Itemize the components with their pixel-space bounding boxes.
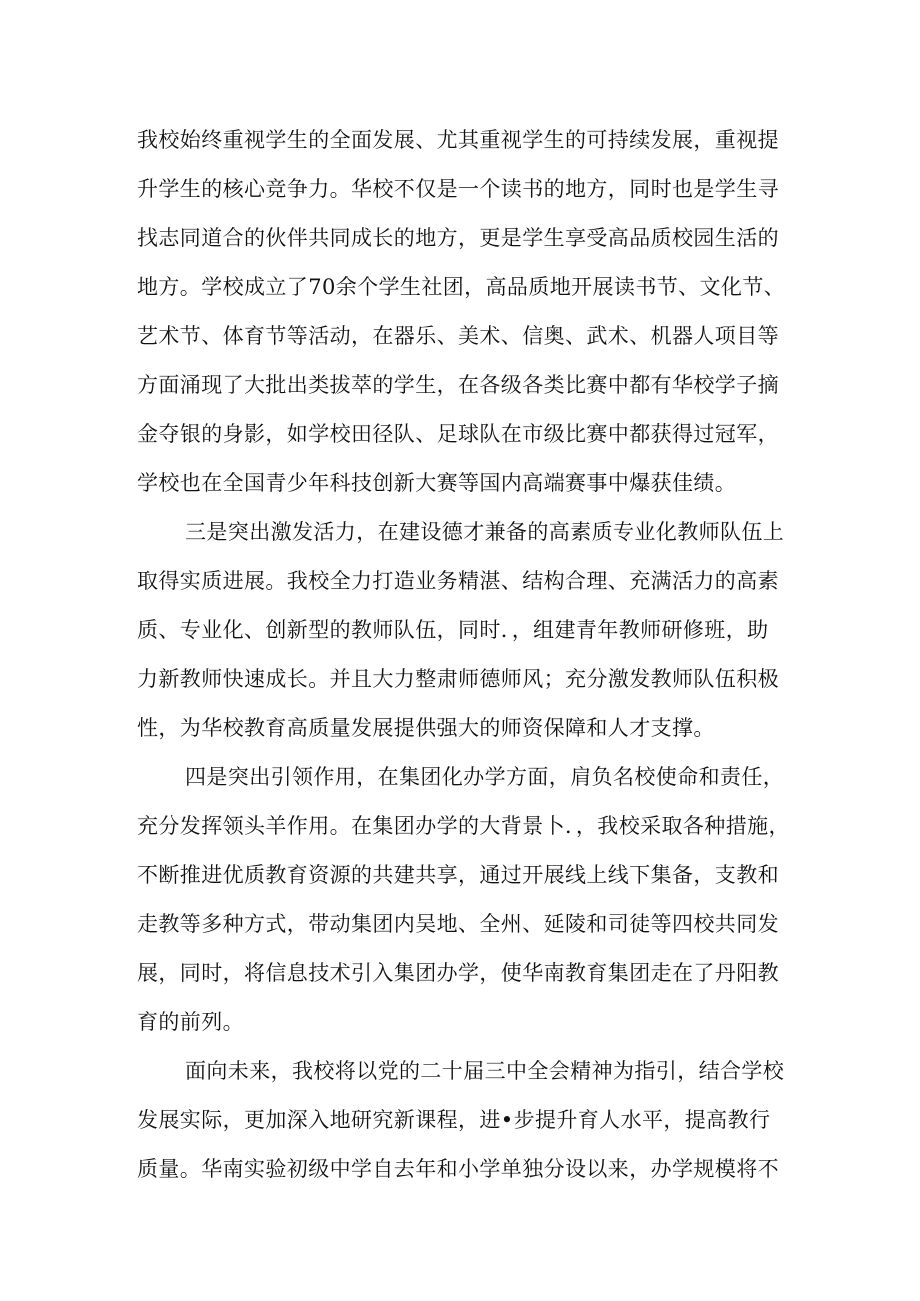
text-line: 展，同时，将信息技术引入集团办学，使华南教育集团走在了丹阳教 [137, 961, 779, 985]
text-line: 金夺银的身影，如学校田径队、足球队在市级比赛中都获得过冠军， [137, 422, 779, 446]
text-line: 育的前列。 [137, 1010, 244, 1034]
text-line: 三是突出激发活力，在建设德才兼备的高素质专业化教师队伍上 [185, 520, 785, 544]
text-line: 走教等多种方式，带动集团内吴地、全州、延陵和司徒等四校共同发 [137, 912, 779, 936]
text-line: 方面涌现了大批出类拔萃的学生，在各级各类比赛中都有华校学子摘 [137, 373, 779, 397]
text-line: 艺术节、体育节等活动，在器乐、美术、信奥、武术、机器人项目等 [137, 324, 779, 348]
text-line: 取得实质进展。我校全力打造业务精湛、结构合理、充满活力的高素 [137, 569, 779, 593]
text-line: 地方。学校成立了70余个学生社团，高品质地开展读书节、文化节、 [137, 275, 786, 299]
text-line: 性，为华校教育高质量发展提供强大的师资保障和人才支撑。 [137, 716, 715, 740]
text-line: 不断推进优质教育资源的共建共享，通过开展线上线下集备，支教和 [137, 863, 779, 887]
text-line: 质、专业化、创新型的教师队伍，同时．，组建青年教师研修班，助 [137, 618, 769, 642]
text-line: 我校始终重视学生的全面发展、尤其重视学生的可持续发展，重视提 [137, 128, 779, 152]
text-line: 升学生的核心竞争力。华校不仅是一个读书的地方，同时也是学生寻 [137, 177, 779, 201]
text-line: 找志同道合的伙伴共同成长的地方，更是学生享受高品质校园生活的 [137, 226, 779, 250]
text-line: 质量。华南实验初级中学自去年和小学单独分设以来，办学规模将不 [137, 1157, 779, 1181]
text-line: 充分发挥领头羊作用。在集团办学的大背景卜．，我校采取各种措施， [137, 814, 790, 838]
text-line: 面向未来，我校将以党的二十届三中全会精神为指引，结合学校 [185, 1059, 785, 1083]
text-line: 四是突出引领作用，在集团化办学方面，肩负名校使命和责任， [185, 765, 785, 789]
text-line: 力新教师快速成长。并且大力整肃师德师风；充分激发教师队伍积极 [137, 667, 779, 691]
text-line: 发展实际，更加深入地研究新课程，进•步提升育人水平，提高教行 [137, 1108, 771, 1132]
text-line: 学校也在全国青少年科技创新大赛等国内高端赛事中爆获佳绩。 [137, 471, 737, 495]
